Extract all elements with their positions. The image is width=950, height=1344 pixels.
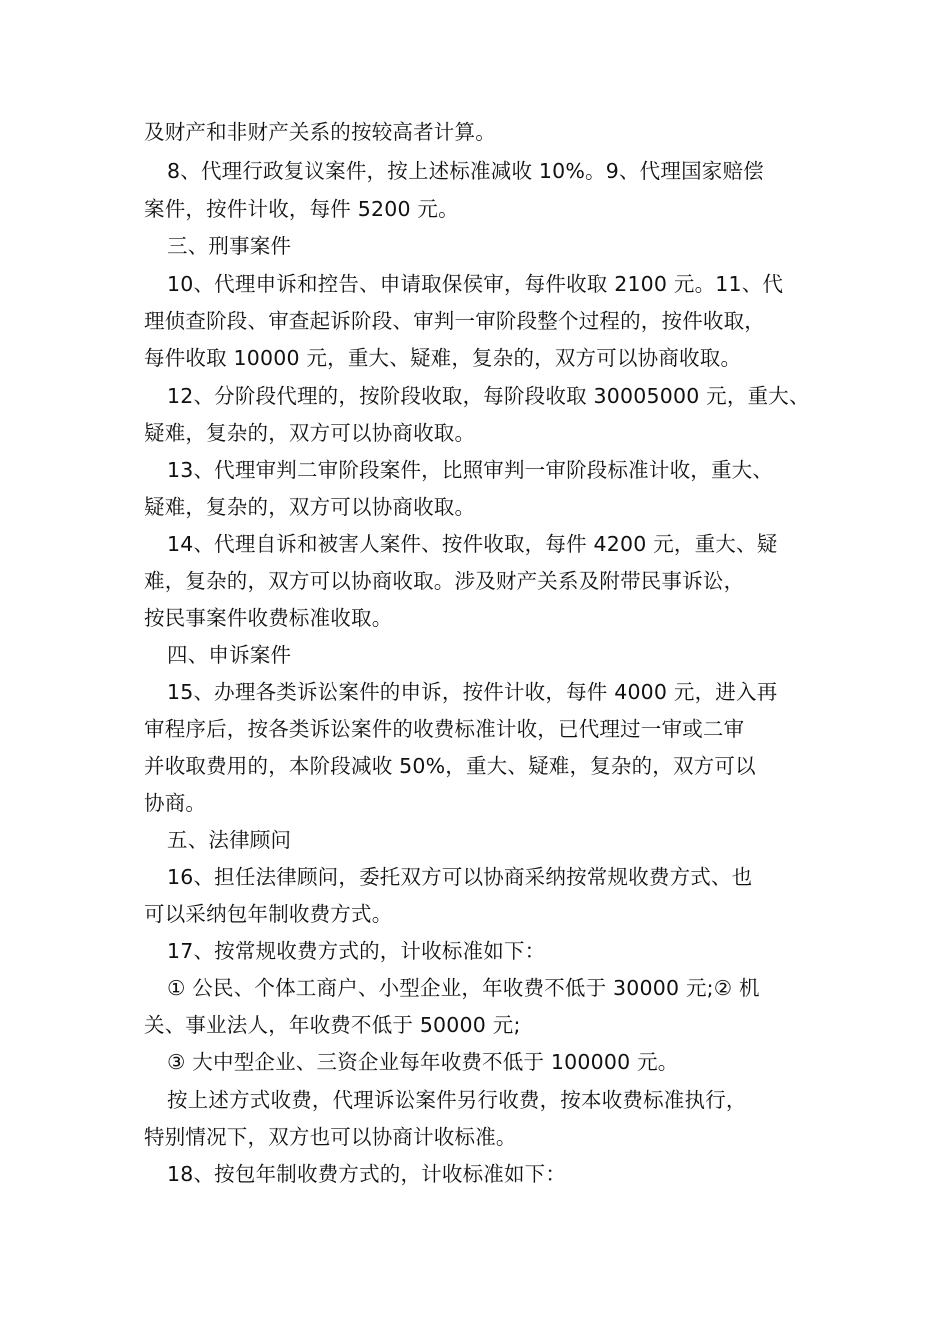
text-line: 18、按包年制收费方式的，计收标准如下：	[167, 1162, 567, 1186]
section-heading: 五、法律顾问	[167, 828, 292, 852]
text-line: 疑难，复杂的，双方可以协商收取。	[144, 495, 476, 519]
text-line: 按民事案件收费标准收取。	[144, 606, 393, 630]
text-line: 8、代理行政复议案件，按上述标准减收 10%。9、代理国家赔偿	[167, 159, 764, 183]
section-heading: 三、刑事案件	[167, 234, 292, 258]
text-line: 并收取费用的，本阶段减收 50%，重大、疑难，复杂的，双方可以	[144, 754, 756, 778]
text-line: 14、代理自诉和被害人案件、按件收取，每件 4200 元，重大、疑	[167, 532, 778, 556]
text-line: 案件，按件计收，每件 5200 元。	[144, 197, 459, 221]
text-line: 特别情况下，双方也可以协商计收标准。	[144, 1125, 517, 1149]
text-line: 按上述方式收费，代理诉讼案件另行收费，按本收费标准执行，	[167, 1088, 747, 1112]
text-line: 15、办理各类诉讼案件的申诉，按件计收，每件 4000 元，进入再	[167, 680, 778, 704]
text-line: 16、担任法律顾问，委托双方可以协商采纳按常规收费方式、也	[167, 865, 753, 889]
text-line: 13、代理审判二审阶段案件，比照审判一审阶段标准计收，重大、	[167, 458, 774, 482]
text-line: 每件收取 10000 元，重大、疑难，复杂的，双方可以协商收取。	[144, 346, 742, 370]
text-line: ① 公民、个体工商户、小型企业，年收费不低于 30000 元;② 机	[167, 976, 760, 1000]
text-line: 10、代理申诉和控告、申请取保侯审，每件收取 2100 元。11、代	[167, 272, 784, 296]
text-line: 12、分阶段代理的，按阶段收取，每阶段收取 30005000 元，重大、	[167, 384, 810, 408]
section-heading: 四、申诉案件	[167, 643, 292, 667]
text-line: 疑难，复杂的，双方可以协商收取。	[144, 421, 476, 445]
text-line: 理侦查阶段、审查起诉阶段、审判一审阶段整个过程的，按件收取，	[144, 309, 765, 333]
text-line: 审程序后，按各类诉讼案件的收费标准计收，已代理过一审或二审	[144, 717, 745, 741]
text-line: 协商。	[144, 791, 207, 815]
text-line: 可以采纳包年制收费方式。	[144, 902, 393, 926]
text-line: 及财产和非财产关系的按较高者计算。	[144, 120, 496, 144]
text-line: 关、事业法人，年收费不低于 50000 元;	[144, 1013, 521, 1037]
text-line: ③ 大中型企业、三资企业每年收费不低于 100000 元。	[167, 1050, 679, 1074]
text-line: 17、按常规收费方式的，计收标准如下：	[167, 939, 546, 963]
text-line: 难，复杂的，双方可以协商收取。涉及财产关系及附带民事诉讼，	[144, 569, 745, 593]
